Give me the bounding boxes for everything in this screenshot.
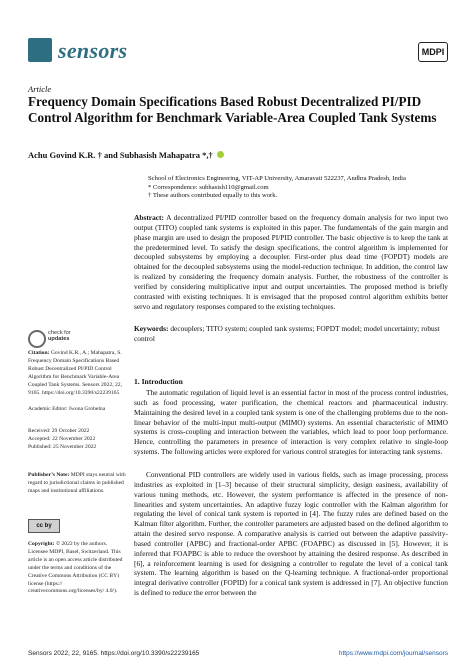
editor-label: Academic Editor: [28,406,68,412]
journal-logo-icon [28,38,52,62]
publication-dates [28,428,128,452]
equal-contribution-note: † These authors contributed equally to this work. [148,192,278,200]
keywords [134,324,448,344]
footer-journal-link[interactable]: https://www.mdpi.com/journal/sensors [338,650,448,657]
publisher-note [28,472,128,496]
abstract-label: Abstract: [134,213,164,222]
copyright-label: Copyright: [28,541,55,547]
check-line-1: check for [48,330,71,336]
copyright-text: © 2022 by the authors. Licensee MDPI, Basel, Switzerland. This article is an open access article distributed under the terms and conditions of the Creative Commons Attribution (CC BY) license (https:// creativecommons.org/licenses/by/ 4.0/). [28,541,123,595]
citation-label: Citation: [28,350,50,356]
correspondence: * Correspondence: subhasish110@gmail.com [148,183,269,191]
article-type: Article [28,84,52,94]
page-footer [28,650,448,657]
publisher-note-text: MDPI stays neutral with regard to jurisdictional claims in published maps and institutional affiliations. [28,472,126,494]
published-date: Published: 25 November 2022 [28,443,97,450]
citation-text: Govind K.R., A.; Mahapatra, S. Frequency Domain Specifications Based Robust Decentralized PI/PID Control Algorithm for Benchmark Variable-Area Coupled Tank Systems. Sensors 2022, 22, 9165. https://doi.org/10.3390/s22239165 [28,350,122,396]
academic-editor [28,406,128,414]
paper-title: Frequency Domain Specifications Based Robust Decentralized PI/PID Control Algorithm for Benchmark Variable-Area Coupled Tank Systems [28,94,437,125]
publisher-note-label: Publisher’s Note: [28,472,70,478]
orcid-icon[interactable] [217,151,224,158]
intro-paragraph-2: Conventional PID controllers are widely used in various fields, such as image processing, process industries as exploited in [1–3] because of their structural simplicity, design easiness, availability of various tuning methods, etc. However, the system performance is affected in the presence of non-linearities and system uncertainties. An adaptive fuzzy logic controller with the Kalman algorithm for regulating the level of conical tank system is reported in [4]. The fuzzy rules are defined based on the Kalman filter algorithm. Further, the controller parameters are adjusted based on the defined algorithm to attain the desired servo response. A comparative analysis is carried out between the adaptive passivity-based controller (APBC) and fractional-order APBC (FOAPBC) as discussed in [5]. However, it is inferred that FOAPBC is able to reduce the overshoot by attaining the desired response. As described in [6], a reinforcement learning is used for designing a controller to regulate the level of a conical tank system. The learning algorithm is based on the Q-learning technique. A fractional-order proportional integral derivative controller (FOPID) for a conical tank system is addressed in [7]. An objective function is defined to reduce the error between the [134,470,448,598]
received-date: Received: 29 October 2022 [28,428,90,434]
author-list [28,150,224,160]
keywords-label: Keywords: [134,324,169,333]
citation-block [28,350,128,397]
accepted-date: Accepted: 22 November 2022 [28,435,96,442]
affiliation-school: School of Electronics Engineering, VIT-AP University, Amaravati 522237, Andhra Pradesh, India [148,175,406,182]
copyright-block [28,541,128,596]
check-line-2: updates [48,336,70,343]
cc-license-badge[interactable]: cc by [28,519,60,533]
section-heading-introduction: 1. Introduction [134,377,183,386]
editor-name: Iwona Grobelna [69,406,106,412]
check-for-updates-icon[interactable] [28,330,46,348]
keywords-text: decouplers; TITO system; coupled tank systems; FOPDT model; model uncertainty; robust control [134,324,440,343]
publisher-logo: MDPI [418,42,448,62]
abstract [134,213,448,311]
abstract-text: A decentralized PI/PID controller based on the frequency domain analysis for two input two output (TITO) coupled tank systems is exploited in this paper. The fundamentals of the gain margin and phase margin are used to design the proposed PI/PID controller. The basic objective is to keep the tank at the predetermined level. To satisfy the design specifications, the control algorithm is implemented for decoupled subsystems by employing a decoupler. First-order plus dead time (FOPDT) models are obtained for the decoupled subsystems using the model-reduction technique. In addition, the control law is realized by considering the frequency domain analysis. Further, the robustness of the controller is verified by considering multiplicative input and output uncertainties. The proposed method is briefly contrasted with existing techniques. It is envisaged that the proposed control algorithm exhibits better servo and regulatory responses compared to the existing techniques. [134,213,448,311]
check-for-updates-label[interactable] [48,330,71,343]
journal-name: sensors [58,38,128,63]
authors-text: Achu Govind K.R. † and Subhasish Mahapatra *,† [28,150,213,160]
footer-citation: Sensors 2022, 22, 9165. https://doi.org/10.3390/s22239165 [28,650,200,657]
intro-paragraph-1: The automatic regulation of liquid level is an essential factor in most of the process control industries, such as food processing, water purification, the chemical reactors and pharmaceutical industry. Maintaining the desired level in a coupled tank system is one of the challenging problems due to the non-linear behavior of the multi-input multi-output (MIMO) systems. An essential characteristic of MIMO systems is cross-coupling and interaction between the variables, which lead to poor loop performance. Hence, controlling the parameters in presence of interaction is very complex relative to single-loop systems. The following articles were explored for various control strategies for interacting tank systems. [134,388,448,457]
affiliations [148,175,448,201]
